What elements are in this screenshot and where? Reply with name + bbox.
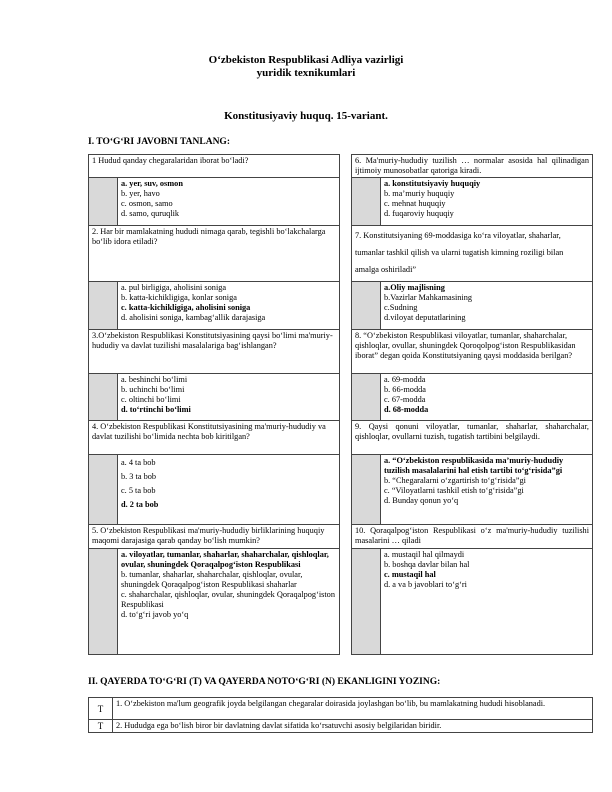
question-6-options [381, 178, 593, 226]
question-10-text: 10. Qoraqalpog‘iston Respublikasi o‘z ma'muriy-hududiy tuzilishi masalarini … qiladi [352, 525, 593, 549]
question-10-options [381, 549, 593, 655]
question-8-options [381, 374, 593, 421]
option[interactable]: a. 69-modda [384, 375, 426, 384]
option[interactable]: c. mehnat huquqiy [384, 199, 446, 208]
section2-title: II. QAYERDA TO‘G‘RI (T) VA QAYERDA NOTO‘G‘RI (N) EKANLIGINI YOZING: [88, 677, 441, 687]
question-6-text: 6. Ma'muriy-hududiy tuzilish … normalar asosida hal qilinadigan ijtimoiy munosobatlar qatoriga kiradi. [352, 155, 593, 178]
option[interactable]: b. 3 ta bob [121, 472, 157, 481]
option[interactable]: b. tumanlar, shaharlar, shaharchalar, qishloqlar, ovular, shuningdek Qoraqalpog‘iston Respublikasi shaharlar [121, 570, 303, 589]
question-2-text: 2. Har bir mamlakatning hududi nimaga qarab, tegishli bo‘lakchalarga bo‘lib idora etiladi? [89, 226, 340, 282]
option[interactable]: c. 67-modda [384, 395, 426, 404]
header-line1: O‘zbekiston Respublikasi Adliya vazirligi [208, 54, 404, 66]
question-2-options [118, 282, 340, 330]
question-3-text: 3.O‘zbekiston Respublikasi Konstitutsiyasining qaysi bo‘limi ma'muriy-hududiy va davlat tuzilishi masalalariga bag‘ishlangan? [89, 330, 340, 374]
question-4-options [118, 455, 340, 525]
question-5-options [118, 549, 340, 655]
option[interactable]: a. pul birligiga, aholisini soniga [121, 283, 227, 292]
option[interactable]: b. boshqa davlar bilan hal [384, 560, 470, 569]
questions-table [88, 154, 593, 655]
option[interactable]: a. mustaqil hal qilmaydi [384, 550, 465, 559]
option[interactable]: a. beshinchi bo‘limi [121, 375, 188, 384]
option[interactable]: d. samo, quruqlik [121, 209, 180, 218]
tf-statement: 2. Hududga ega bo‘lish biror bir davlatning davlat sifatida ko‘rsatuvchi asosiy belgilaridan biridir. [113, 720, 593, 733]
tf-statement: 1. O‘zbekiston ma'lum geografik joyda belgilangan chegaralar doirasida joylashgan bo‘lib, bu mamlakatning hududi hisoblanadi. [113, 698, 593, 720]
option[interactable]: d. to‘rtinchi bo‘limi [121, 405, 191, 414]
option[interactable]: d. to‘g‘ri javob yo‘q [121, 610, 189, 619]
option[interactable]: c. mustaqil hal [384, 570, 436, 579]
tf-answer[interactable]: T [89, 698, 113, 720]
question-3-options [118, 374, 340, 421]
option[interactable]: b. uchinchi bo‘limi [121, 385, 185, 394]
option[interactable]: d. fuqaroviy huquqiy [384, 209, 454, 218]
option[interactable]: c. katta-kichikligiga, aholisini soniga [121, 303, 251, 312]
option[interactable]: c. 5 ta bob [121, 486, 156, 495]
true-false-table [88, 697, 593, 733]
tf-row [89, 698, 593, 720]
option[interactable]: a. “O‘zbekiston respublikasida ma’muriy-hududiy tuzilish masalalarini hal etish tartibi to‘g‘risida”gi [384, 456, 564, 475]
question-1-options [118, 178, 340, 226]
question-4-text: 4. O‘zbekiston Respublikasi Konstitutsiyasining ma'muriy-hududiy va davlat tuzilishi bo‘limida nechta bob kiritilgan? [89, 421, 340, 455]
option[interactable]: a.Oliy majlisning [384, 283, 445, 292]
section1-title: I. TO‘G‘RI JAVOBNI TANLANG: [88, 137, 230, 147]
question-9-text: 9. Qaysi qonuni viloyatlar, tumanlar, shaharlar, shaharchalar, qishloqlar, ovullarni tuzish, tugatish tartibini belgilaydi. [352, 421, 593, 455]
option[interactable]: c. shaharchalar, qishloqlar, ovular, shuningdek Qoraqalpog‘iston Respublikasi [121, 590, 335, 609]
option[interactable]: d.viloyat deputatlarining [384, 313, 466, 322]
option[interactable]: a. 4 ta bob [121, 458, 156, 467]
question-7-options [381, 282, 593, 330]
question-9-options [381, 455, 593, 525]
option[interactable]: c.Sudning [384, 303, 418, 312]
option[interactable]: b.Vazirlar Mahkamasining [384, 293, 473, 302]
option[interactable]: d. 68-modda [384, 405, 429, 414]
option[interactable]: b. “Chegaralarni o‘zgartirish to‘g‘risida”gi [384, 476, 526, 485]
option[interactable]: c. “Viloyatlarni tashkil etish to‘g‘risida”gi [384, 486, 524, 495]
question-8-text: 8. “O‘zbekiston Respublikasi viloyatlar, tumanlar, shaharchalar, qishloqlar, ovullar, shuningdek Qoroqolpog‘iston Respublikasidan iborat” degan qoida Konstitutsiyaning qaysi moddasida berilgan? [352, 330, 593, 374]
question-1-text: 1 Hudud qanday chegaralaridan iborat bo‘ladi? [89, 155, 340, 178]
option[interactable]: d. Bunday qonun yo‘q [384, 496, 459, 505]
option[interactable]: b. katta-kichikligiga, konlar soniga [121, 293, 237, 302]
option[interactable]: a. yer, suv, osmon [121, 179, 183, 188]
option[interactable]: c. oltinchi bo‘limi [121, 395, 181, 404]
option[interactable]: a. viloyatlar, tumanlar, shaharlar, shaharchalar, qishloqlar, ovular, shuningdek Qoraqalpog‘iston Respublikasi [121, 550, 329, 569]
option[interactable]: b. yer, havo [121, 189, 160, 198]
question-7-text: 7. Konstitutsiyaning 69-moddasiga ko‘ra viloyatlar, shaharlar, tumanlar tashkil qilish va ularni tugatish kimning roziligi bilan amalga oshiriladi” [352, 226, 593, 282]
tf-row [89, 720, 593, 733]
option[interactable]: c. osmon, samo [121, 199, 173, 208]
document-subtitle: Konstitusiyaviy huquq. 15-variant. [224, 110, 388, 122]
option[interactable]: d. 2 ta bob [121, 500, 159, 509]
tf-answer[interactable]: T [89, 720, 113, 733]
question-5-text: 5. O‘zbekiston Respublikasi ma'muriy-hududiy birliklarining huquqiy maqomi darajasiga qarab qanday bo‘lish mumkin? [89, 525, 340, 549]
option[interactable]: d. aholisini soniga, kambag‘allik darajasiga [121, 313, 266, 322]
option[interactable]: b. ma’muriy huquqiy [384, 189, 455, 198]
option[interactable]: a. konstitutsiyaviy huquqiy [384, 179, 481, 188]
option[interactable]: b. 66-modda [384, 385, 426, 394]
header-line2: yuridik texnikumlari [256, 67, 356, 79]
option[interactable]: d. a va b javoblari to‘g‘ri [384, 580, 467, 589]
